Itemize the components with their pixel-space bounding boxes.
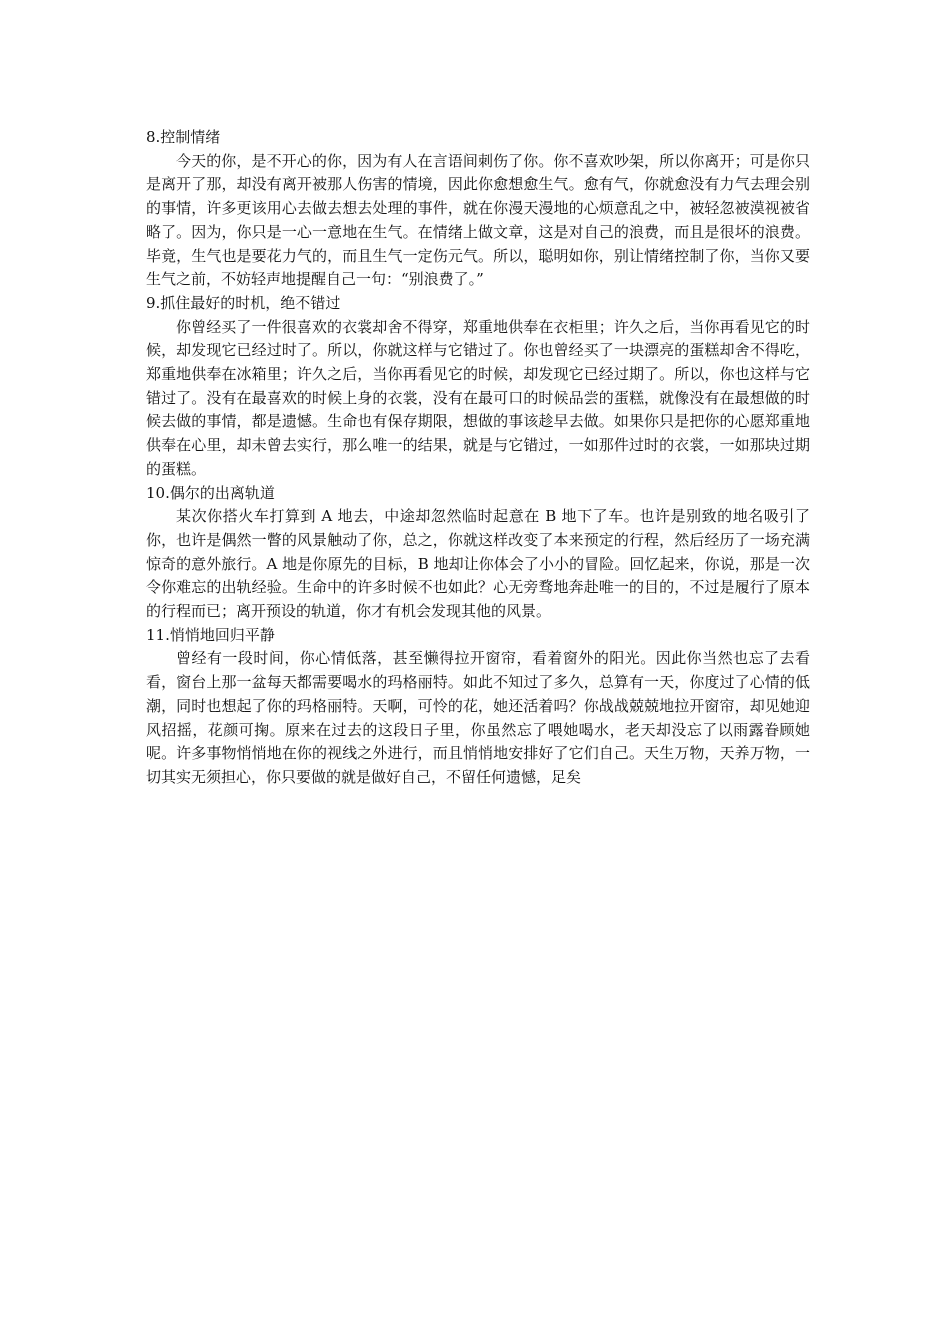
section-title: 8.控制情绪: [146, 128, 221, 146]
document-page: [146, 126, 810, 790]
section-9: [146, 292, 810, 482]
section-paragraph: 你曾经买了一件很喜欢的衣裳却舍不得穿，郑重地供奉在衣柜里；许久之后，当你再看见它的时候，却发现它已经过时了。所以，你就这样与它错过了。你也曾经买了一块漂亮的蛋糕却舍不得吃，郑重地供奉在冰箱里；许久之后，当你再看见它的时候，却发现它已经过期了。所以，你也这样与它错过了。没有在最喜欢的时候上身的衣裳，没有在最可口的时候品尝的蛋糕，就像没有在最想做的时候去做的事情，都是遗憾。生命也有保存期限，想做的事该趁早去做。如果你只是把你的心愿郑重地供奉在心里，却未曾去实行，那么唯一的结果，就是与它错过，一如那件过时的衣裳，一如那块过期的蛋糕。: [146, 317, 810, 478]
section-title: 9.抓住最好的时机，绝不错过: [146, 293, 341, 312]
section-11: [146, 624, 810, 790]
section-title: 11.悄悄地回归平静: [146, 625, 275, 644]
section-10: [146, 482, 810, 624]
section-paragraph: 今天的你，是不开心的你，因为有人在言语间刺伤了你。你不喜欢吵架，所以你离开；可是你只是离开了那，却没有离开被那人伤害的情境，因此你愈想愈生气。愈有气，你就愈没有力气去理会别的事情，许多更该用心去做去想去处理的事件，就在你漫天漫地的心烦意乱之中，被轻忽被漠视被省略了。因为，你只是一心一意地在生气。在情绪上做文章，这是对自己的浪费，而且是很坏的浪费。毕竟，生气也是要花力气的，而且生气一定伤元气。所以，聪明如你，别让情绪控制了你，当你又要生气之前，不妨轻声地提醒自己一句：“别浪费了。”: [146, 151, 810, 289]
section-paragraph: 曾经有一段时间，你心情低落，甚至懒得拉开窗帘，看着窗外的阳光。因此你当然也忘了去看看，窗台上那一盆每天都需要喝水的玛格丽特。如此不知过了多久，总算有一天，你度过了心情的低潮，同时也想起了你的玛格丽特。天啊，可怜的花，她还活着吗？你战战兢兢地拉开窗帘，却见她迎风招摇，花颜可掬。原来在过去的这段日子里，你虽然忘了喂她喝水，老天却没忘了以雨露眷顾她呢。许多事物悄悄地在你的视线之外进行，而且悄悄地安排好了它们自己。天生万物，天养万物，一切其实无须担心，你只要做的就是做好自己，不留任何遗憾，足矣: [146, 649, 810, 786]
section-title: 10.偶尔的出离轨道: [146, 483, 275, 502]
section-8: [146, 126, 810, 292]
section-paragraph: 某次你搭火车打算到 A 地去，中途却忽然临时起意在 B 地下了车。也许是别致的地名吸引了你，也许是偶然一瞥的风景触动了你，总之，你就这样改变了本来预定的行程，然后经历了一场充满惊奇的意外旅行。A 地是你原先的目标，B 地却让你体会了小小的冒险。回忆起来，你说，那是一次令你难忘的出轨经验。生命中的许多时候不也如此？心无旁骛地奔赴唯一的目的，不过是履行了原本的行程而已；离开预设的轨道，你才有机会发现其他的风景。: [146, 507, 810, 621]
